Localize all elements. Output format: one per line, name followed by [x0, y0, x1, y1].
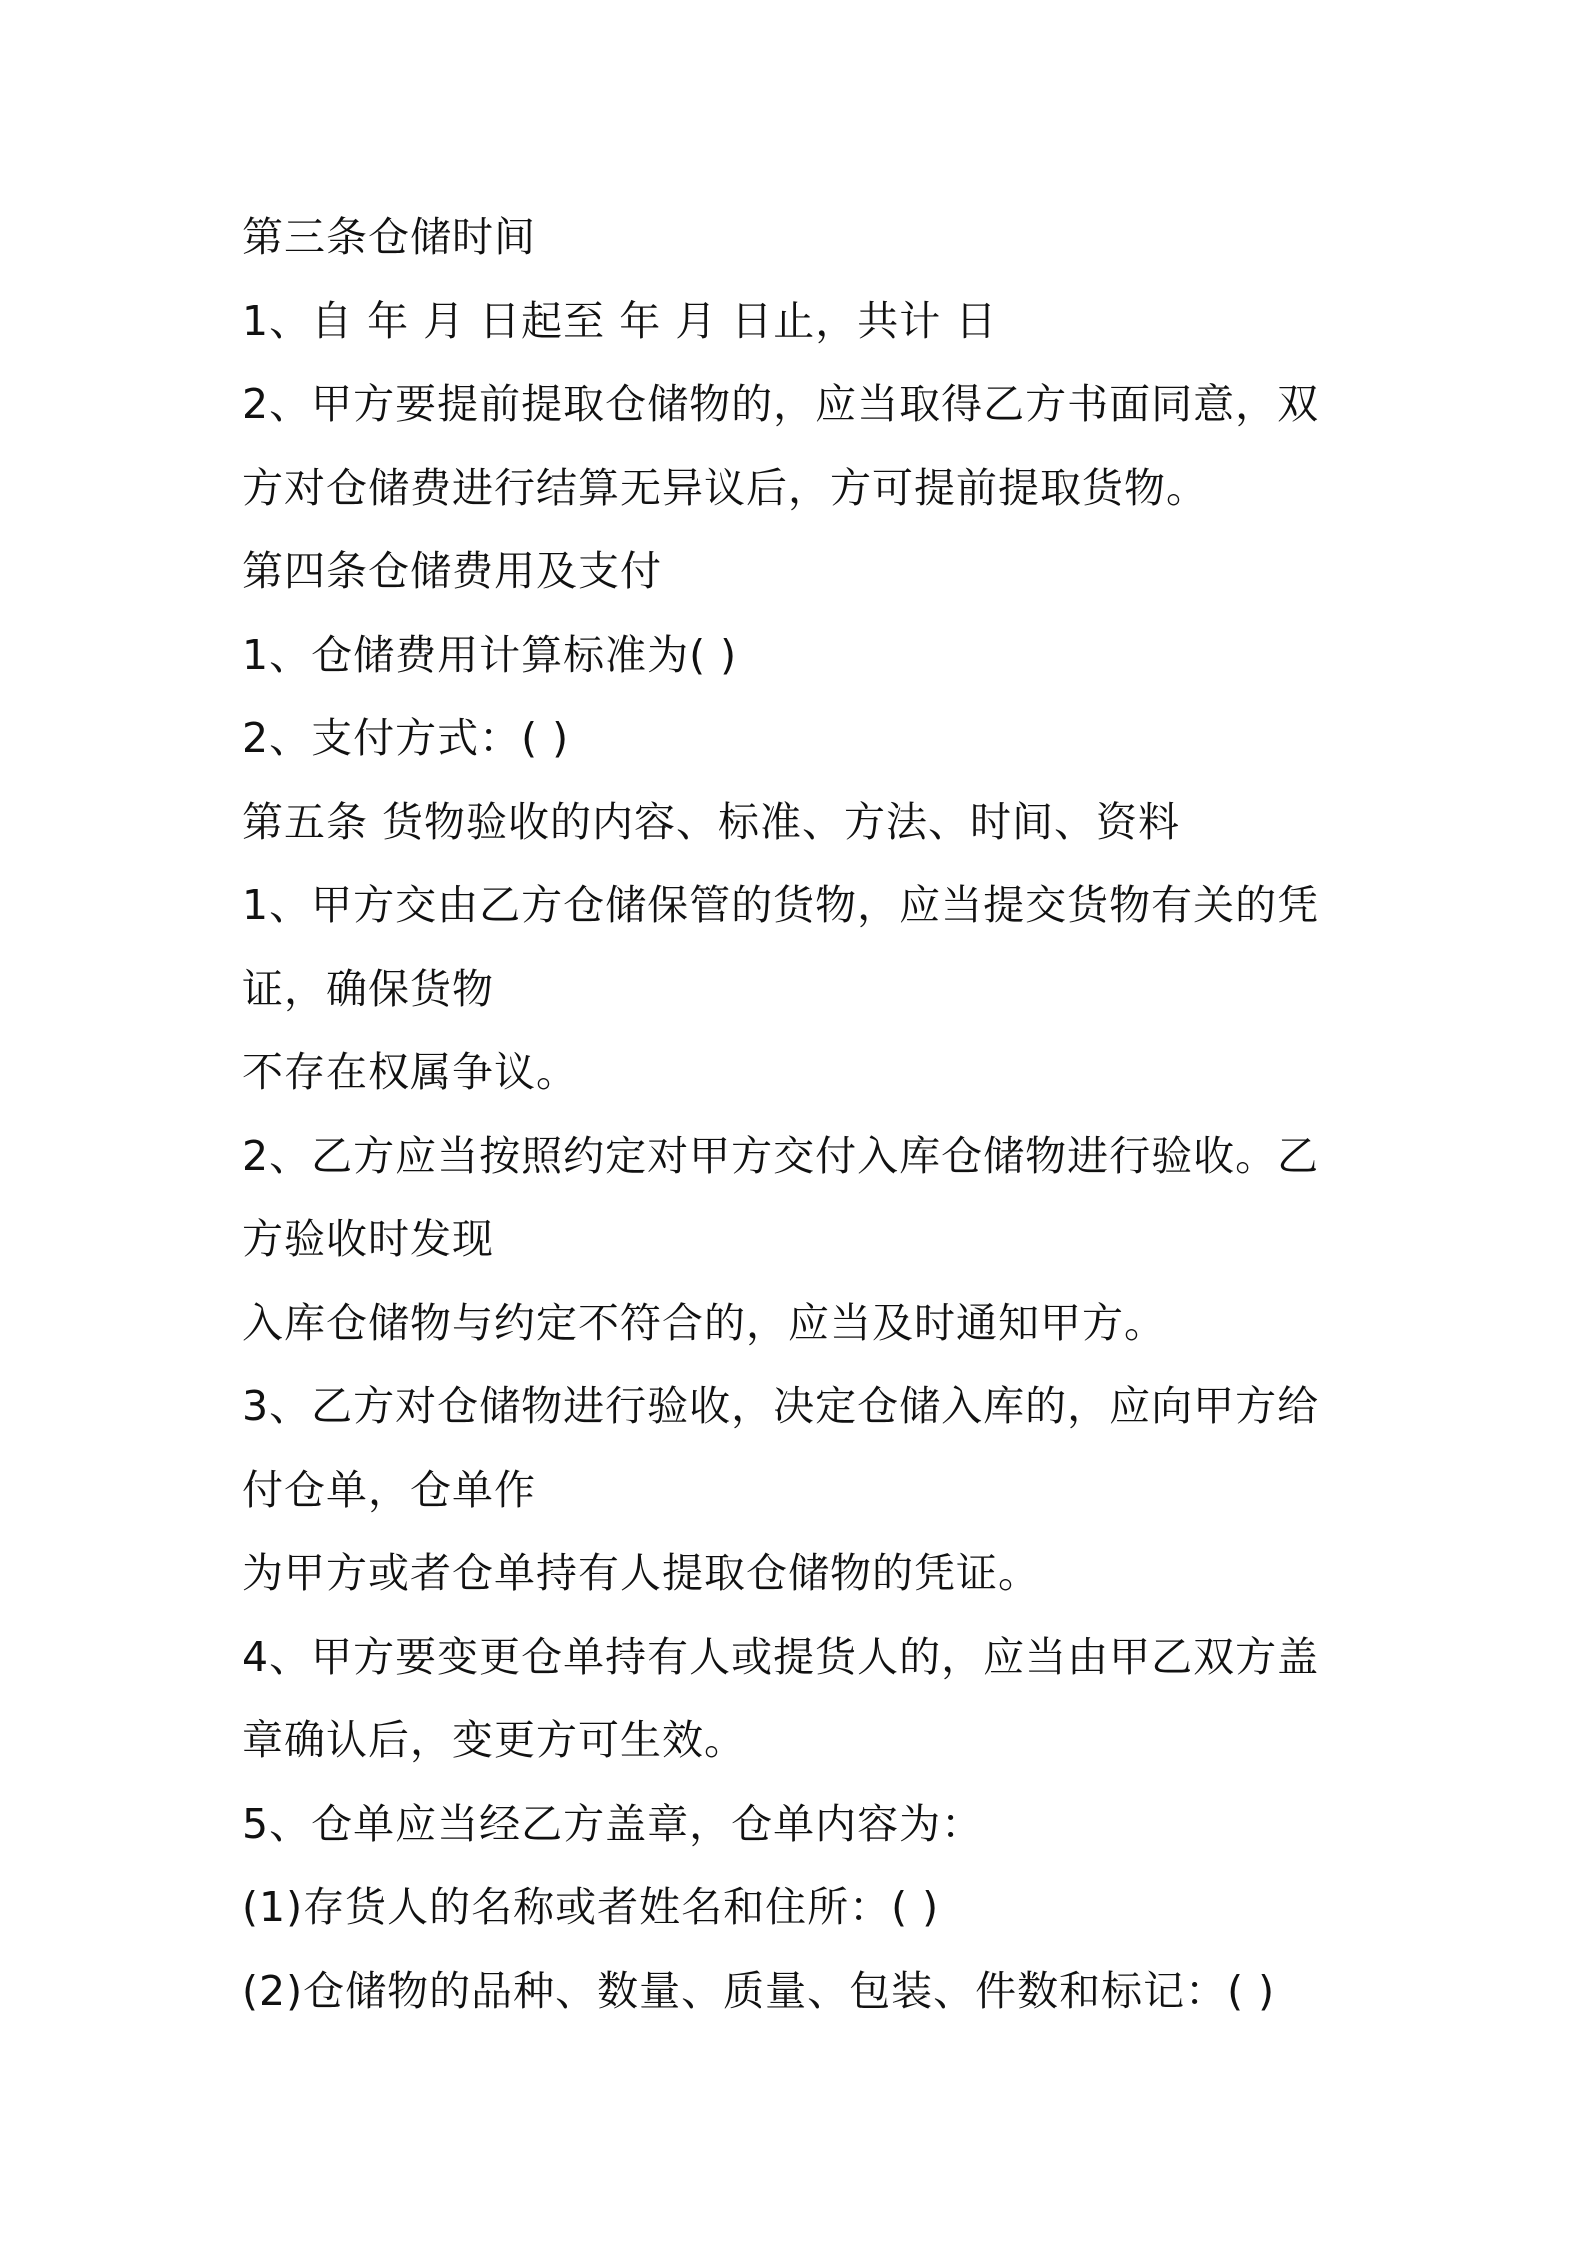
section-heading-article-3: 第三条仓储时间	[242, 213, 536, 261]
paragraph-line: 1、自 年 月 日起至 年 月 日止，共计 日	[242, 296, 998, 345]
section-heading-article-5: 第五条 货物验收的内容、标准、方法、时间、资料	[242, 797, 1181, 846]
paragraph-line: (1)存货人的名称或者姓名和住所：( )	[242, 1883, 940, 1931]
section-heading-article-4: 第四条仓储费用及支付	[242, 547, 662, 595]
paragraph-line: 为甲方或者仓单持有人提取仓储物的凭证。	[242, 1549, 1040, 1597]
paragraph-line: 方对仓储费进行结算无异议后，方可提前提取货物。	[242, 463, 1208, 512]
paragraph-line: 5、仓单应当经乙方盖章，仓单内容为：	[242, 1799, 984, 1848]
paragraph-line: 不存在权属争议。	[242, 1048, 578, 1096]
paragraph-line: 章确认后，变更方可生效。	[242, 1716, 746, 1764]
paragraph-line: 2、支付方式：( )	[242, 714, 570, 762]
paragraph-line: 付仓单，仓单作	[242, 1465, 536, 1514]
paragraph-line: 4、甲方要变更仓单持有人或提货人的，应当由甲乙双方盖	[242, 1632, 1320, 1681]
paragraph-line: 证，确保货物	[242, 964, 494, 1013]
paragraph-line: 入库仓储物与约定不符合的，应当及时通知甲方。	[242, 1298, 1166, 1347]
paragraph-line: 方验收时发现	[242, 1215, 494, 1263]
paragraph-line: (2)仓储物的品种、数量、质量、包装、件数和标记：( )	[242, 1966, 1276, 2015]
paragraph-line: 2、甲方要提前提取仓储物的，应当取得乙方书面同意，双	[242, 380, 1320, 428]
document-body	[242, 196, 1362, 2033]
paragraph-line: 3、乙方对仓储物进行验收，决定仓储入库的，应向甲方给	[242, 1382, 1320, 1430]
paragraph-line: 2、乙方应当按照约定对甲方交付入库仓储物进行验收。乙	[242, 1131, 1320, 1180]
paragraph-line: 1、甲方交由乙方仓储保管的货物，应当提交货物有关的凭	[242, 881, 1320, 929]
paragraph-line: 1、仓储费用计算标准为( )	[242, 630, 738, 679]
